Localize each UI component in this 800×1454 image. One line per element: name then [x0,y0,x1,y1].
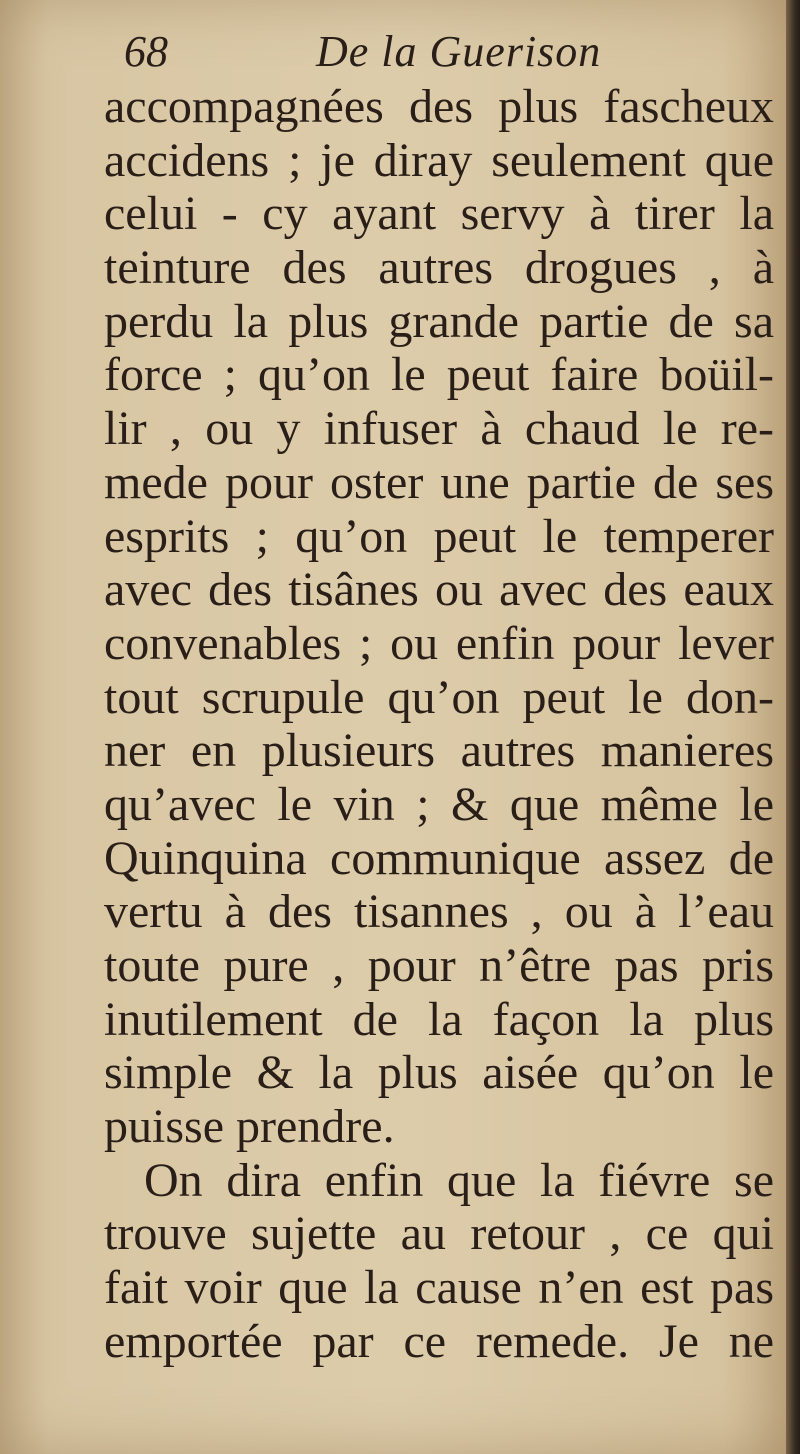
text-line: convenables ; ou enfin pour lever [104,616,774,670]
paragraph-start-line: On dira enfin que la fiévre se [144,1153,774,1207]
text-line: toute pure , pour n’être pas pris [104,939,774,992]
text-line: vertu à des tisannes , ou à l’eau [104,885,774,939]
text-line: simple & la plus aisée qu’on le [104,1046,774,1100]
text-line: tout scrupule qu’on peut le don- [104,670,774,724]
text-line: qu’avec le vin ; & que même le [104,777,774,831]
page-header [120,16,740,86]
paragraph-end-line: puisse prendre. [104,1100,395,1154]
text-line: perdu la plus grande partie de sa [104,294,774,348]
text-line: accidens ; je diray seulement que [104,133,774,187]
text-line: lir , ou y infuser à chaud le re- [104,402,774,456]
text-line: celui - cy ayant servy à tirer la [104,187,774,241]
body-text [104,80,774,1369]
book-edge [786,0,800,1454]
page-number: 68 [124,27,168,76]
text-line: teinture des autres drogues , à [104,241,774,295]
text-line: esprits ; qu’on peut le temperer [104,509,774,563]
text-line: mede pour oster une partie de ses [104,455,774,509]
text-line: avec des tisânes ou avec des eaux [104,563,774,617]
text-line: emportée par ce remede. Je ne [104,1314,774,1368]
running-head: De la Guerison [316,27,602,76]
text-line: accompagnées des plus fascheux [104,80,774,133]
text-line: trouve sujette au retour , ce qui [104,1207,774,1261]
text-line: ner en plusieurs autres manieres [104,724,774,778]
text-line: inutilement de la façon la plus [104,992,774,1046]
text-line: fait voir que la cause n’en est pas [104,1261,774,1315]
text-line: Quinquina communique assez de [104,831,774,885]
text-line: force ; qu’on le peut faire boüil- [104,348,774,402]
